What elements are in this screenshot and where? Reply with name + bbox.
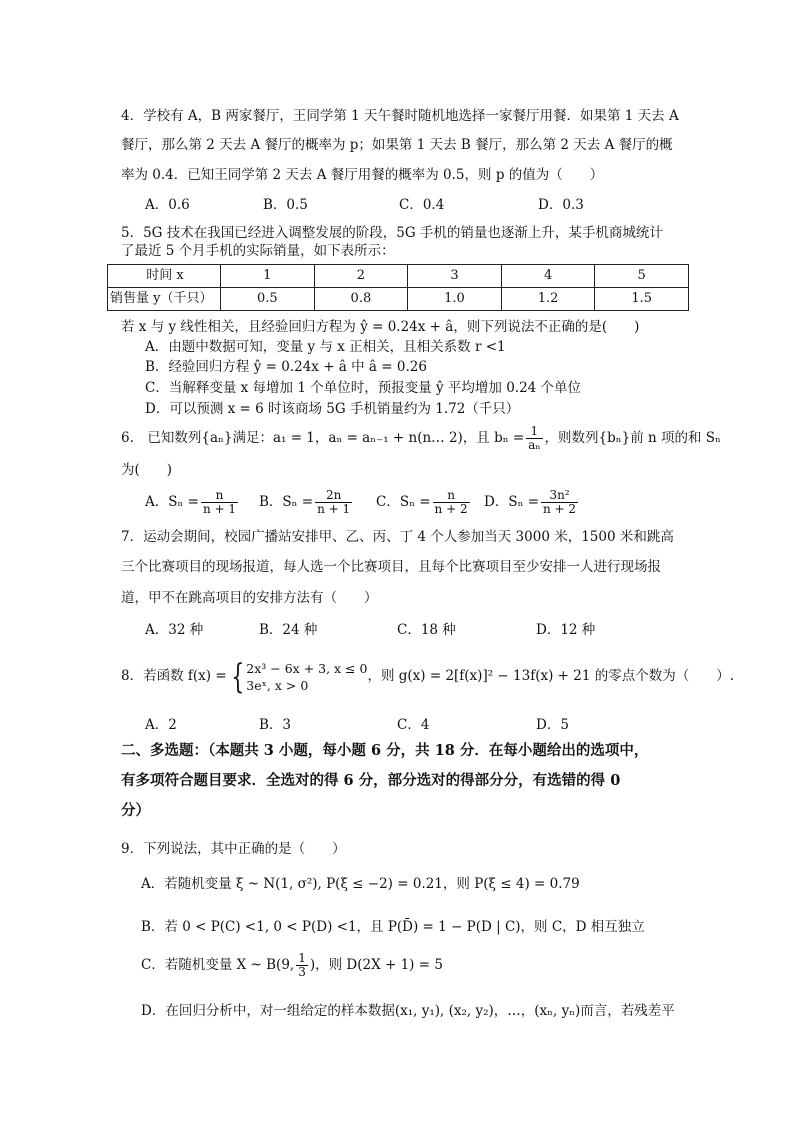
q6-option-a bbox=[145, 489, 240, 516]
fraction-denominator: n + 1 bbox=[202, 502, 236, 516]
section-2-heading-line-2: 有多项符合题目要求．全选对的得 6 分，部分选对的得部分分，有选错的得 0 bbox=[121, 772, 621, 789]
q8-option-d: D．5 bbox=[536, 717, 569, 733]
fraction-numerator: 1 bbox=[526, 425, 542, 439]
q7-option-a: A．32 种 bbox=[145, 622, 204, 638]
q9-stem: 9．下列说法，其中正确的是（ ） bbox=[121, 841, 346, 857]
q5-option-b: B．经验回归方程 ŷ = 0.24x + â 中 â = 0.26 bbox=[145, 359, 427, 375]
table-cell: 3 bbox=[408, 265, 502, 288]
q4-option-d: D．0.3 bbox=[538, 197, 584, 213]
q8-stem bbox=[121, 656, 734, 696]
fraction-denominator: n + 2 bbox=[434, 502, 468, 516]
option-label: D．Sₙ = bbox=[484, 494, 540, 510]
q7-line-3: 道，甲不在跳高项目的安排方法有（ ） bbox=[121, 590, 378, 606]
q8-piecewise bbox=[246, 660, 367, 694]
q8-stem-post: ，则 g(x) = 2[f(x)]² − 13f(x) + 21 的零点个数为（ ）. bbox=[367, 668, 734, 684]
q8-option-a: A．2 bbox=[145, 717, 177, 733]
q8-stem-pre: 8．若函数 f(x) = bbox=[121, 668, 227, 684]
q9-option-a: A．若随机变量 ξ ~ N(1, σ²), P(ξ ≤ −2) = 0.21，则 P(ξ ≤ 4) = 0.79 bbox=[141, 876, 580, 892]
q7-option-c: C．18 种 bbox=[397, 622, 456, 638]
fraction-denominator: 3 bbox=[298, 965, 306, 979]
table-cell: 2 bbox=[314, 265, 408, 288]
q9-option-d: D．在回归分析中，对一组给定的样本数据(x₁, y₁), (x₂, y₂)，…，(xₙ, yₙ)而言，若残差平 bbox=[141, 1003, 675, 1019]
fraction-numerator: 3n² bbox=[541, 489, 578, 503]
section-2-heading-line-1: 二、多选题：（本题共 3 小题，每小题 6 分，共 18 分．在每小题给出的选项中， bbox=[121, 742, 649, 759]
q5-line-1: 5．5G 技术在我国已经进入调整发展的阶段，5G 手机的销量也逐渐上升，某手机商城统计 bbox=[121, 225, 663, 241]
table-header-sales: 销售量 y（千只） bbox=[108, 288, 221, 311]
table-row-sales bbox=[108, 288, 689, 311]
q4-option-a: A．0.6 bbox=[145, 197, 190, 213]
q6-line-1-pre: 6. 已知数列{aₙ}满足：a₁ = 1，aₙ = aₙ₋₁ + n(n… 2)，且 bₙ = bbox=[121, 430, 525, 446]
q8-option-c: C．4 bbox=[397, 717, 430, 733]
sales-table bbox=[107, 264, 689, 311]
table-cell: 1.5 bbox=[595, 288, 689, 311]
q6-option-b bbox=[259, 489, 354, 516]
q4-line-2: 餐厅，那么第 2 天去 A 餐厅的概率为 p；如果第 1 天去 B 餐厅，那么第 2 天去 A 餐厅的概 bbox=[121, 137, 673, 153]
q8-option-b: B．3 bbox=[259, 717, 292, 733]
q9-option-c bbox=[141, 952, 443, 979]
fraction-denominator: aₙ bbox=[528, 438, 541, 452]
q4-line-3: 率为 0.4．已知王同学第 2 天去 A 餐厅用餐的概率为 0.5，则 p 的值为（ ） bbox=[121, 167, 604, 183]
table-cell: 1.0 bbox=[408, 288, 502, 311]
option-label: C．Sₙ = bbox=[376, 494, 431, 510]
q5-stem: 若 x 与 y 线性相关，且经验回归方程为 ŷ = 0.24x + â，则下列说法不正确的是( ) bbox=[121, 319, 640, 335]
q9-option-b: B．若 0 < P(C) <1, 0 < P(D) <1，且 P(D̄) = 1 − P(D | C)，则 C，D 相互独立 bbox=[141, 919, 645, 935]
table-row-time bbox=[108, 265, 689, 288]
q8-piece-1: 2x³ − 6x + 3, x ≤ 0 bbox=[246, 660, 368, 676]
q5-option-a: A．由题中数据可知，变量 y 与 x 正相关，且相关系数 r <1 bbox=[145, 339, 506, 355]
table-header-time: 时间 x bbox=[108, 265, 221, 288]
q7-option-d: D．12 种 bbox=[536, 622, 596, 638]
option-label: A．Sₙ = bbox=[145, 494, 199, 510]
q6-bn-fraction bbox=[526, 425, 542, 452]
q9-option-c-pre: C．若随机变量 X ~ B(9, bbox=[141, 957, 295, 973]
q7-line-1: 7．运动会期间，校园广播站安排甲、乙、丙、丁 4 个人参加当天 3000 米，1500 米和跳高 bbox=[121, 529, 674, 545]
section-2-heading-line-3: 分） bbox=[121, 802, 150, 819]
q6-line-2: 为( ) bbox=[121, 462, 173, 478]
q6-line-1 bbox=[121, 425, 721, 452]
q6-option-d bbox=[484, 489, 580, 516]
q6-option-c bbox=[376, 489, 472, 516]
q9-option-c-post: )，则 D(2X + 1) = 5 bbox=[309, 957, 443, 973]
q4-line-1: 4．学校有 A，B 两家餐厅，王同学第 1 天午餐时随机地选择一家餐厅用餐．如果第 1 天去 A bbox=[121, 108, 679, 124]
q4-option-c: C．0.4 bbox=[399, 197, 445, 213]
fraction-denominator: n + 1 bbox=[317, 502, 351, 516]
q7-option-b: B．24 种 bbox=[259, 622, 318, 638]
table-cell: 0.5 bbox=[221, 288, 315, 311]
q7-line-2: 三个比赛项目的现场报道，每人选一个比赛项目，且每个比赛项目至少安排一人进行现场报 bbox=[121, 559, 661, 575]
q4-option-b: B．0.5 bbox=[263, 197, 308, 213]
table-cell: 1 bbox=[221, 265, 315, 288]
fraction-numerator: n bbox=[433, 489, 470, 503]
brace-icon: { bbox=[230, 656, 244, 697]
table-cell: 0.8 bbox=[314, 288, 408, 311]
q8-piece-2: 3eˣ, x > 0 bbox=[246, 677, 309, 693]
fraction-denominator: n + 2 bbox=[543, 502, 577, 516]
fraction-numerator: 2n bbox=[315, 489, 352, 503]
table-cell: 1.2 bbox=[501, 288, 595, 311]
q5-option-d: D．可以预测 x = 6 时该商场 5G 手机销量约为 1.72（千只） bbox=[145, 401, 520, 417]
table-cell: 4 bbox=[501, 265, 595, 288]
q6-line-1-post: ，则数列{bₙ}前 n 项的和 Sₙ bbox=[544, 430, 721, 446]
q5-option-c: C．当解释变量 x 每增加 1 个单位时，预报变量 ŷ 平均增加 0.24 个单位 bbox=[145, 380, 582, 396]
fraction-numerator: 1 bbox=[298, 951, 306, 965]
q5-line-2: 了最近 5 个月手机的实际销量，如下表所示： bbox=[121, 243, 395, 259]
option-label: B．Sₙ = bbox=[259, 494, 314, 510]
fraction-numerator: n bbox=[201, 489, 238, 503]
table-cell: 5 bbox=[595, 265, 689, 288]
